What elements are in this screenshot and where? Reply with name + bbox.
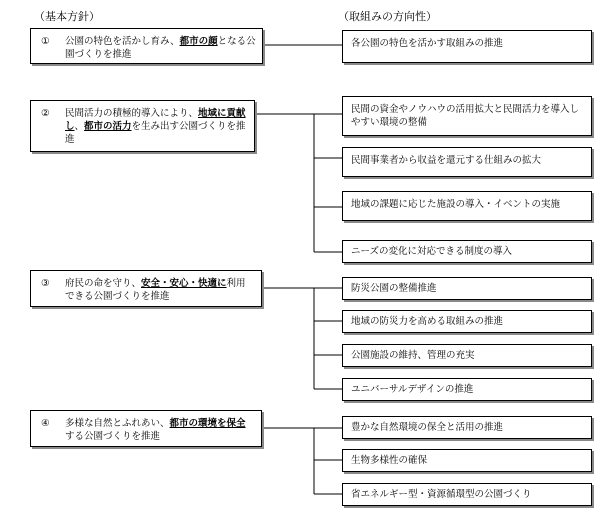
policy-number: ④ bbox=[41, 418, 50, 429]
direction-text: 公園施設の維持、管理の充実 bbox=[351, 350, 475, 361]
direction-text: 地域の課題に応じた施設の導入・イベントの実施 bbox=[351, 199, 561, 210]
policy-text-segment: 利用できる公園づくりを推進 bbox=[65, 278, 246, 302]
direction-text: 生物多様性の確保 bbox=[351, 455, 428, 466]
direction-box bbox=[342, 96, 592, 136]
policy-text-segment: となる公園づくりを推進 bbox=[65, 36, 256, 60]
policy-number: ① bbox=[41, 36, 50, 47]
direction-box bbox=[342, 449, 592, 472]
direction-text: 地域の防災力を高める取組みの推進 bbox=[351, 316, 504, 327]
direction-box bbox=[342, 30, 592, 63]
direction-text: 豊かな自然環境の保全と活用の推進 bbox=[351, 422, 504, 433]
direction-box bbox=[342, 344, 592, 367]
header-basic-policy: （基本方針） bbox=[34, 10, 100, 23]
policy-text-segment: 多様な自然とふれあい、 bbox=[65, 418, 170, 429]
policy-box-4 bbox=[30, 410, 262, 447]
direction-box bbox=[342, 416, 592, 439]
highlight-text: 都市の環境を保全 bbox=[169, 418, 246, 429]
direction-box bbox=[342, 277, 592, 300]
policy-text-segment: を生み出す公園づくりを推進 bbox=[65, 121, 246, 145]
policy-text-segment: 、 bbox=[74, 121, 85, 132]
policy-text-segment: 民間活力の積極的導入により、 bbox=[65, 108, 199, 119]
direction-box bbox=[342, 240, 592, 263]
policy-number: ② bbox=[41, 108, 50, 119]
policy-text-segment: する公園づくりを推進 bbox=[65, 431, 161, 442]
direction-box bbox=[342, 378, 592, 401]
highlight-text: 都市の活力 bbox=[84, 121, 132, 132]
highlight-text: 地域に貢献し bbox=[65, 108, 246, 132]
policy-text bbox=[65, 107, 248, 146]
direction-text: ユニバーサルデザインの推進 bbox=[351, 384, 474, 395]
policy-text bbox=[65, 35, 256, 61]
direction-text: ニーズの変化に対応できる制度の導入 bbox=[351, 246, 513, 257]
policy-text-segment: 公園の特色を活かし育み、 bbox=[65, 36, 180, 47]
policy-text-segment: 府民の命を守り、 bbox=[65, 278, 142, 289]
policy-number: ③ bbox=[41, 278, 50, 289]
direction-box bbox=[342, 310, 592, 333]
highlight-text: 安全・安心・快適に bbox=[141, 278, 227, 289]
policy-text bbox=[65, 417, 255, 443]
highlight-text: 都市の顔 bbox=[179, 36, 218, 47]
direction-text: 省エネルギー型・資源循環型の公園づくり bbox=[351, 489, 532, 500]
policy-box-2 bbox=[30, 100, 255, 152]
direction-text: 防災公園の整備推進 bbox=[351, 283, 437, 294]
direction-box bbox=[342, 191, 592, 221]
policy-text bbox=[65, 277, 255, 303]
direction-box bbox=[342, 483, 592, 506]
policy-box-3 bbox=[30, 270, 262, 307]
header-directions: （取組みの方向性） bbox=[338, 10, 437, 23]
direction-text: 民間の資金やノウハウの活用拡大と民間活力を導入しやすい環境の整備 bbox=[351, 104, 580, 128]
policy-box-1 bbox=[30, 28, 263, 64]
direction-box bbox=[342, 147, 592, 177]
direction-text: 民間事業者から収益を還元する仕組みの拡大 bbox=[351, 155, 542, 166]
direction-text: 各公園の特色を活かす取組みの推進 bbox=[351, 38, 504, 49]
